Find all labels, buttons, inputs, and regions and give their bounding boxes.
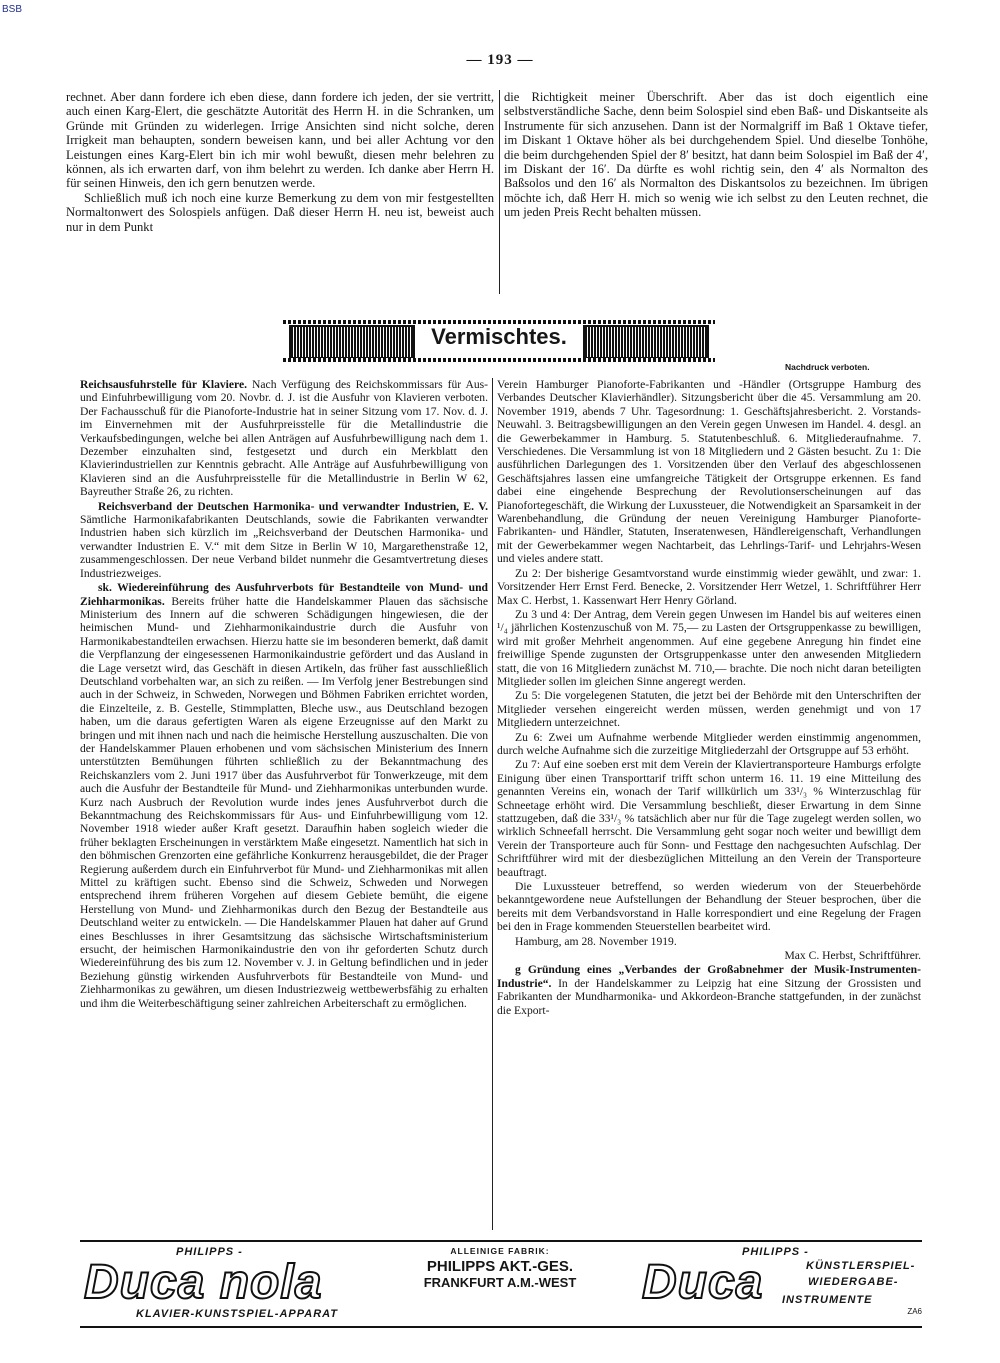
paragraph: Schließlich muß ich noch eine kurze Bemerkung zu dem von mir festgestellten Normaltonwert des Solospiels anfügen. Daß dieser Herrn H. neu ist, beweist auch nur in dem Punkt (66, 190, 494, 234)
banner-ornament-right (583, 325, 709, 359)
paragraph: die Richtigkeit meiner Überschrift. Aber das ist doch eigentlich eine selbstverständliche Sache, denn beim Solospiel sind eben Baß- und Diskantseite als Instrumente für sich anzusehen. Dann ist der Normalgriff im Baß 1 Oktave tiefer, im Diskant 1 Oktave höher als bei durchgehendem Spiel. Und dieselbe Tonhöhe, die beim durchgehenden Spiel der 8′ besitzt, hat dann beim Solospiel im Baß der 4′, im Diskant der 16′. Da dürfte es wohl richtig sein, den 4′ als Normalton des Baßsolos und den 16′ als Normalton des Diskantsolos zu bezeichnen. Im übrigen möchte ich, daß Herr H. mich so wenig wie ich selbst zu den Leuten rechnet, die um jeden Preis Recht behalten müssen. (504, 90, 928, 220)
news-item-text: Bereits früher hatte die Handelskammer Plauen das sächsische Ministerium des Innern auf die schweren Schädigungen hingewiesen, die der heimischen Mund- und Ziehharmonikaindustrie durch die Ausfuhr von Harmonikabestandteilen erwachsen. Hierzu hatte sie im besonderen bemerkt, daß damit die Verpflanzung der eingesessenen Harmonikaindustrie gefördert und das Ausland in die Lage versetzt wird, das Geschäft in diesen Artikeln, das früher fast ausschließlich Deutschland vorbehalten war, an sich zu reißen. — Im Verfolg jener Bestrebungen sind auch in der Schweiz, in Schweden, Norwegen und Böhmen Fabriken errichtet worden, die Einzelteile, z. B. Gestelle, Stimmplatten, Bleche usw., aus Deutschland bezogen haben, um die daraus gefertigten Waren als eigene Erzeugnisse auf den Markt zu bringen und mit ihnen nach und nach die heimische Herstellung auszuschalten. Die von der Handelskammer Plauen erhobenen und vom sächsischen Ministerium des Innern unterstützten Bemühungen führten schließlich zu der Bekanntmachung des Reichskanzlers vom 2. Juni 1917 über das Ausfuhrverbot für Tonwerkzeuge, mit dem auch die Ausfuhr der Bestandteile für Mund- und Ziehharmonikas unterbunden wurde. Kurz nach Ausbruch der Revolution wurde indes jenes Ausfuhrverbot durch die Bekanntmachung des Reichskommissars für Aus- und Einfuhrbewilligung vom 12. November 1918 wieder außer Kraft gesetzt. Daraufhin haben sogleich wieder die früher beklagten Erscheinungen in verstärktem Maße eingesetzt. Namentlich hat sich in den böhmischen Grenzorten eine gefährliche Konkurrenz herausgebildet, die der Prager Regierung außerdem durch ein Einfuhrverbot für Mund- und Ziehharmonikas mit allen Mittel zu kräftigen sucht. Ebenso sind die Schweiz, Schweden und Norwegen entsprechend ihrem früheren Vorgehen auf diesem Gebiete bemüht, die eigene Herstellung von Mund- und Ziehharmonikas durch den Bezug der Bestandteile aus Deutschland weiter zu entwickeln. — Die Handelskammer Plauen hat daher auf Grund eines Beschlusses in ihrer Gesamtsitzung das sächsische Wirtschaftsministerium ersucht, der heimischen Harmonikaindustrie den von ihr geforderten Schutz durch Wiedereinführung des bis zum 12. November v. J. in Geltung befindlichen und in jeder Beziehung günstig wirkenden Ausfuhrverbots für Bestandteile von Mund- und Ziehharmonikas zu gewähren, um diesen Industriezweig wettbewerbsfähig zu erhalten und ihm die Weiterbeschäftigung seiner zahlreichen Arbeiterschaft zu ermöglichen. (80, 594, 488, 1010)
news-item (497, 963, 921, 1017)
news-item-text: In der Handelskammer zu Leipzig hat eine Sitzung der Grossisten und Fabrikanten der Mundharmonika- und Akkordeon-Branche stattgefunden, in der zunächst die Export- (497, 976, 921, 1017)
news-item (80, 378, 488, 499)
library-tag: BSB (2, 4, 23, 15)
news-item (80, 500, 488, 580)
page-number-header: — 193 — (466, 52, 534, 68)
banner-bottom-border (283, 358, 715, 362)
ad-right-logo: Duca (642, 1256, 764, 1309)
news-right-column (497, 378, 921, 1017)
ad-center-line2: PHILIPPS AKT.-GES. (426, 1258, 574, 1275)
news-item: Verein Hamburger Pianoforte-Fabrikanten und -Händler (Ortsgruppe Hamburg des Verbandes Deutscher Klavierhändler). Sitzungsbericht über die 45. Versammlung am 20. November 1919, abends 7 Uhr. Tagesordnung: 1. Geschäftsjahresbericht. 2. Vorstands-Neuwahl. 3. Beitragsbewilligungen an den Verein gegen Unwesen im Handel. 4. desgl. an die Gewerbekammer in Hamburg. 5. Statutenbeschluß. 6. Mitgliederaufnahme. 7. Verschiedenes. Die Versammlung ist von 18 Mitgliedern und 2 Gästen besucht. Zu 1: Die ausführlichen Darlegungen des 1. Vorsitzenden über den Verlauf des abgeschlossenen Geschäftsjahres lassen eine umfangreiche Tätigkeit der Ortsgruppe erkennen. Es fand dabei eine eingehende Besprechung der Revolutionserscheinungen auf das Pianofortegeschäft, die Wirkung der Luxussteuer, die Notwendigkeit an Sparsamkeit in der Warenbehandlung, die Gründung der neuen Vereinigung Hamburger Pianoforte-Fabrikanten- und Händler, Statuten, Inseratenwesen, Händlereigenschaft, Verhandlungen mit der Gewerbekammer wegen Nachtarbeit, das Lehrlings-Tarif- und Lehrjahrs-Wesen und vieles andere statt. (497, 378, 921, 566)
ad-left-brand (80, 1246, 380, 1322)
news-item: Die Luxussteuer betreffend, so werden wiederum von der Steuerbehörde bekanntgewordene neue Aufstellungen der Behandlung der Steuer besprochen, über die bereits mit dem Verbandsvorstand in Halle korrespondiert und eine Regelung der Fragen bei den in Frage kommenden Steuerstellen bearbeitet wird. (497, 880, 921, 934)
ad-left-top: PHILIPPS - (176, 1246, 243, 1258)
banner-ornament-left (289, 325, 415, 359)
ad-right-brand (622, 1246, 922, 1322)
ad-right-sub2: WIEDERGABE- (808, 1276, 899, 1288)
news-item-heading: g Gründung eines „Verbandes der Großabnehmer der Musik-Instrumenten-Industrie“. (497, 963, 921, 990)
ad-right-sub1: KÜNSTLERSPIEL- (806, 1260, 916, 1272)
upper-right-column (504, 90, 928, 220)
advertisement (80, 1240, 922, 1328)
news-item-text: Sämtliche Harmonikafabrikanten Deutschlands, sowie die Fabrikanten verwandter Industrien haben sich kürzlich im „Reichsverband der Deutschen Harmonika- und verwandter Industrien E. V.“ mit dem Sitze in Berlin W 10, Margarethenstraße 12, zusammengeschlossen. Der neue Verband bildet nunmehr die Gesamtvertretung dieses Industriezweiges. (80, 513, 488, 580)
signature: Max C. Herbst, Schriftführer. (784, 949, 921, 963)
news-item: Zu 5: Die vorgelegenen Statuten, die jetzt bei der Behörde mit den Unterschriften der Mitglieder versehen eingereicht werden müssen, werden genehmigt und von 17 Mitgliedern unterzeichnet. (497, 689, 921, 730)
ad-left-logo: Duca nola (84, 1256, 323, 1309)
section-banner (283, 320, 715, 362)
column-divider (492, 378, 493, 1230)
news-item-heading: Reichsausfuhrstelle für Klaviere. (80, 378, 248, 391)
news-item-heading: sk. Wiedereinführung des Ausfuhrverbots für Bestandteile von Mund- und Ziehharmonikas. (80, 581, 488, 608)
news-item: Zu 7: Auf eine soeben erst mit dem Verein der Klaviertransporteure Hamburgs erfolgte Einigung über einen Transporttarif trifft schon unterm 16. 11. 19 eine Mitteilung des genannten Vereins ein, wonach der Tarif willkürlich um 33¹/₃ % Winterzuschlag für Schneetage erhöht wird. Die Versammlung beschließt, dieser Erwartung in dem Sinne stattzugeben, daß die 33¹/₃ % tatsächlich aber nur für die Tage zugelegt werden sollen, wo wirklich Schneefall herrscht. Die Versammlung geht sogar noch weiter und bewilligt dem Verein der Transporteure auch für Sonn- und Festtage den nachgesuchten Aufschlag. Der Schriftführer wird mit der diesbezüglichen Mitteilung an den Verein der Transporteure beauftragt. (497, 758, 921, 879)
section-title: Vermischtes. (431, 324, 567, 349)
news-item: Zu 2: Der bisherige Gesamtvorstand wurde einstimmig wieder gewählt, und zwar: 1. Vorsitzender Herr Ernst Ferd. Benecke, 2. Vorsitzender Herr Wetzel, 1. Schriftführer Herr Max C. Herbst, 1. Kassenwart Herr Henry Görland. (497, 566, 921, 607)
ad-manufacturer (400, 1246, 600, 1290)
ad-left-subtitle: KLAVIER-KUNSTSPIEL-APPARAT (136, 1308, 338, 1320)
ad-center-line1: ALLEINIGE FABRIK: (450, 1246, 550, 1256)
news-item-text: Nach Verfügung des Reichskommissars für Aus- und Einfuhrbewilligung vom 20. Novbr. d. J. ist die Ausfuhr von Klavieren verboten. Der Fachausschuß für die Pianoforte-Industrie hat in seiner Sitzung vom 17. Nov. d. J. im Einvernehmen mit der Ausfuhrpreisstelle für die Metallindustrie die Verkaufsbedingungen, welche bei allen Anträgen auf Ausfuhrbewilligung nach dem 1. Dezember einzuhalten sind, festgesetzt und durch ein Merkblatt den Klavierindustriellen zur Kenntnis gebracht. Alle Anträge auf Ausfuhrbewilligung von Klavieren sind an die Ausfuhrpreisstelle für die Metallindustrie in Berlin W 62, Bayreuther Straße 26, zu richten. (80, 378, 488, 499)
column-divider (499, 90, 500, 294)
place-date: Hamburg, am 28. November 1919. (515, 934, 677, 948)
reprint-note: Nachdruck verboten. (785, 362, 870, 372)
ad-code: ZA6 (907, 1307, 922, 1316)
paragraph: rechnet. Aber dann fordere ich eben diese, dann fordere ich jeden, der sie vertritt, auch einen Karg-Elert, die geschätzte Autorität des Herrn H. in die Schranken, um Gründe mit Gründen zu widerlegen. Irrige Ansichten sind nicht solche, deren Irrigkeit man behaupten, sondern beweisen kann, und bei aller Achtung vor den Leistungen eines Karg-Elert bin ich mir wohl bewußt, diesen mehr belehren zu können, als ich erwarten darf, von ihm belehrt zu werden. Ich danke aber Herrn H. für seinen Hinweis, den ich gern benutzen werde. (66, 90, 494, 191)
upper-left-column (66, 90, 494, 234)
news-item: Zu 6: Zwei um Aufnahme werbende Mitglieder werden einstimmig angenommen, durch welche Aufnahme sich die zurzeitige Mitgliederzahl der Ortsgruppe auf 53 erhöht. (497, 730, 921, 757)
news-item: Zu 3 und 4: Der Antrag, dem Verein gegen Unwesen im Handel bis auf weiteres einen ¹/₄ jährlichen Kostenzuschuß von M. 75,— zu Lasten der Ortsgruppenkasse zu bewilligen, wird mit großer Mehrheit angenommen. Auf eine gegebene Anregung hin findet eine freiwillige Spende zugunsten der Ortsgruppenkasse unter den anwesenden Mitgliedern statt, die von 16 Mitgliedern zunächst M. 710,— brachte. Die noch nicht daran beteiligten Mitglieder sollen im gleichen Sinne angeregt werden. (497, 607, 921, 688)
ad-center-line3: FRANKFURT A.M.-WEST (423, 1275, 577, 1290)
news-left-column (80, 378, 488, 1010)
news-item (80, 581, 488, 1010)
ad-right-top: PHILIPPS - (742, 1246, 809, 1258)
news-item-heading: Reichsverband der Deutschen Harmonika- und verwandter Industrien, E. V. (98, 499, 488, 513)
ad-right-sub3: INSTRUMENTE (782, 1294, 873, 1306)
